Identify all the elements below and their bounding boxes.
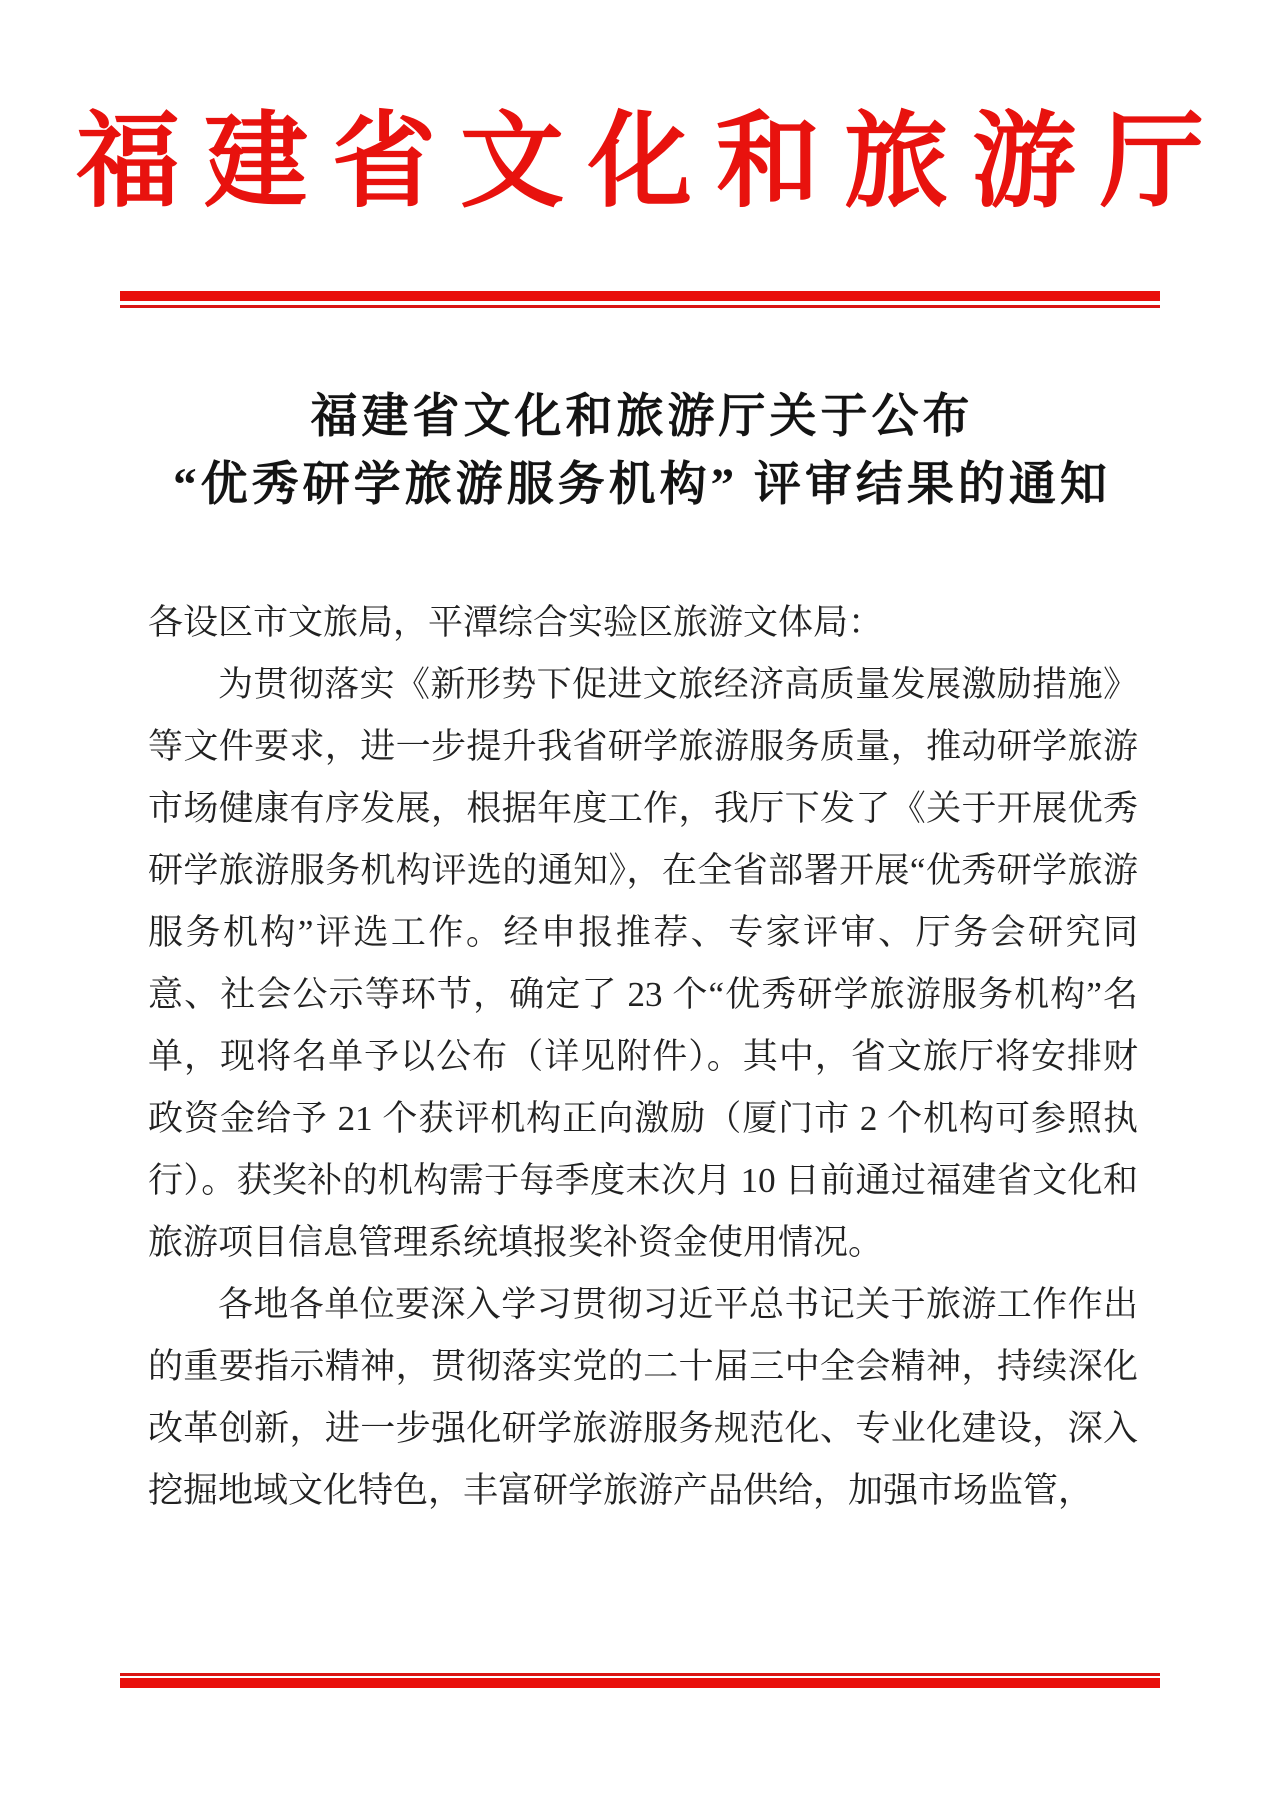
document-body [148,592,1138,1522]
footer-divider-thick-line [120,1678,1160,1688]
header-divider-thick-line [120,291,1160,301]
body-paragraph-2: 各地各单位要深入学习贯彻习近平总书记关于旅游工作作出的重要指示精神，贯彻落实党的二十届三中全会精神，持续深化改革创新，进一步强化研学旅游服务规范化、专业化建设，深入挖掘地域文化特色，丰富研学旅游产品供给，加强市场监管， [148,1285,1138,1510]
header-divider [120,291,1160,308]
body-paragraph-1: 为贯彻落实《新形势下促进文旅经济高质量发展激励措施》等文件要求，进一步提升我省研学旅游服务质量，推动研学旅游市场健康有序发展，根据年度工作，我厅下发了《关于开展优秀研学旅游服务机构评选的通知》，在全省部署开展“优秀研学旅游服务机构”评选工作。经申报推荐、专家评审、厅务会研究同意、社会公示等环节，确定了 23 个“优秀研学旅游服务机构”名单，现将名单予以公布（详见附件）。其中，省文旅厅将安排财政资金给予 21 个获评机构正向激励（厦门市 2 个机构可参照执行）。获奖补的机构需于每季度末次月 10 日前通过福建省文化和旅游项目信息管理系统填报奖补资金使用情况。 [148,665,1138,1262]
salutation-line: 各设区市文旅局，平潭综合实验区旅游文体局： [148,603,884,642]
document-title [0,383,1280,519]
letterhead-org-name: 福建省文化和旅游厅 [75,105,1228,220]
header-divider-thin-line [120,305,1160,308]
document-title-line-2: “优秀研学旅游服务机构” 评审结果的通知 [173,459,1111,511]
footer-divider [120,1673,1160,1688]
document-title-line-1: 福建省文化和旅游厅关于公布 [310,391,974,443]
